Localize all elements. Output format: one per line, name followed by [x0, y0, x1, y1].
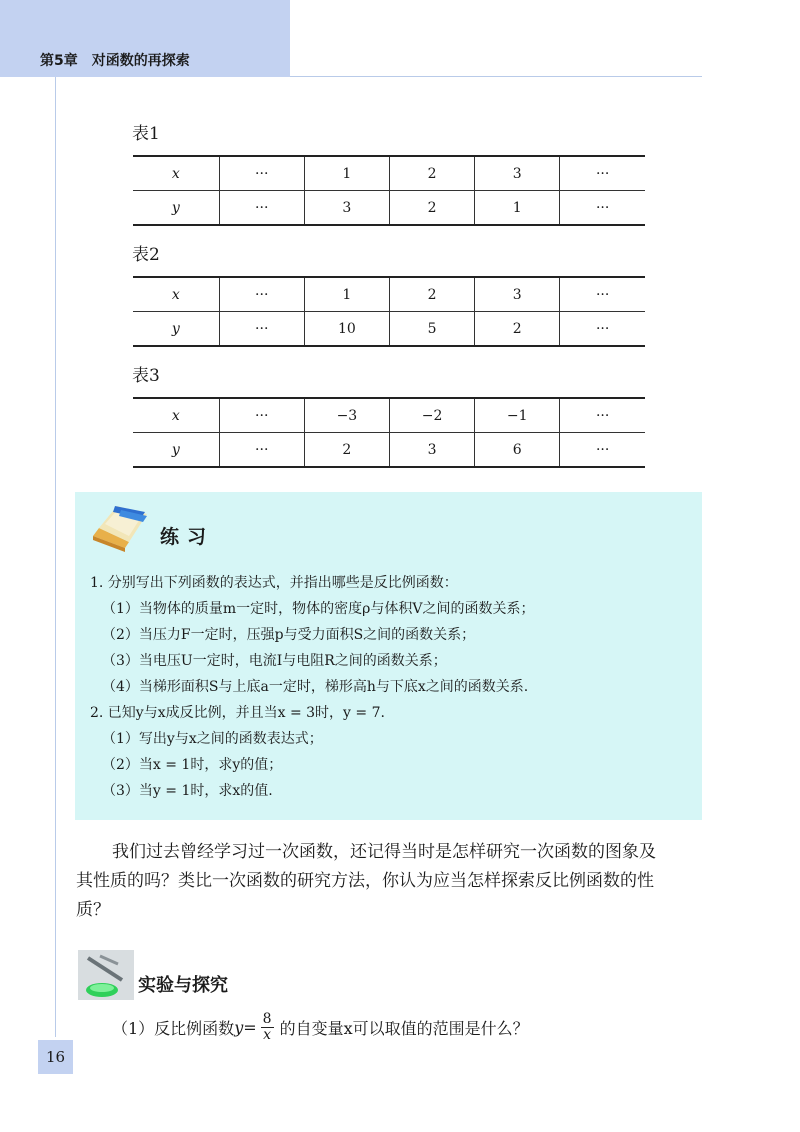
exercise-line: （1）写出y与x之间的函数表达式；: [102, 731, 323, 747]
table-cell: ···: [560, 277, 645, 312]
table-cell: y: [133, 312, 219, 347]
fraction-denominator: x: [263, 1027, 272, 1043]
question-suffix: 的自变量x可以取值的范围是什么？: [279, 1019, 529, 1038]
table-cell: 5: [389, 312, 474, 347]
table-cell: 2: [389, 156, 474, 191]
fraction: [261, 1012, 274, 1043]
exercise-line: （1）当物体的质量m一定时，物体的密度ρ与体积V之间的函数关系；: [102, 601, 535, 617]
chapter-header: [0, 0, 290, 77]
margin-rule: [55, 77, 56, 1037]
table-1: [133, 155, 645, 226]
table-cell: 2: [389, 191, 474, 226]
table-cell: 3: [475, 156, 560, 191]
table-cell: ···: [560, 312, 645, 347]
table-cell: ···: [219, 191, 304, 226]
table-1-title: 表1: [132, 124, 160, 144]
exercise-line: （3）当电压U一定时，电流I与电阻R之间的函数关系；: [102, 653, 447, 669]
table-cell: ···: [560, 433, 645, 468]
table-2-title: 表2: [132, 245, 160, 265]
table-cell: −1: [475, 398, 560, 433]
table-cell: ···: [560, 191, 645, 226]
exercise-book-icon: [85, 502, 157, 558]
table-cell: ···: [219, 398, 304, 433]
exercise-line: （2）当压力F一定时，压强p与受力面积S之间的函数关系；: [102, 627, 476, 643]
fraction-numerator: 8: [262, 1011, 272, 1027]
table-cell: 2: [389, 277, 474, 312]
table-cell: 3: [475, 277, 560, 312]
table-cell: 2: [475, 312, 560, 347]
exercise-line: 2. 已知y与x成反比例，并且当x = 3时，y = 7.: [90, 705, 385, 721]
table-cell: 2: [304, 433, 389, 468]
exercise-box: [75, 492, 702, 820]
table-cell: ···: [219, 433, 304, 468]
table-cell: ···: [219, 277, 304, 312]
table-row: [133, 398, 645, 433]
paragraph-line: 其性质的吗？类比一次函数的研究方法，你认为应当怎样探索反比例函数的性: [76, 871, 654, 891]
table-cell: 1: [304, 156, 389, 191]
table-row: [133, 191, 645, 226]
experiment-question: [112, 1012, 529, 1043]
table-cell: −2: [389, 398, 474, 433]
body-paragraph: [76, 838, 706, 925]
exercise-line: （4）当梯形面积S与上底a一定时，梯形高h与下底x之间的函数关系.: [102, 679, 529, 695]
table-cell: 1: [304, 277, 389, 312]
table-cell: ···: [219, 312, 304, 347]
paragraph-line: 质？: [76, 900, 110, 920]
question-equals: =: [243, 1018, 257, 1037]
experiment-heading: 实验与探究: [138, 975, 228, 996]
table-cell: x: [133, 156, 219, 191]
table-2: [133, 276, 645, 347]
table-3-title: 表3: [132, 366, 160, 386]
exercise-line: 1. 分别写出下列函数的表达式，并指出哪些是反比例函数：: [90, 575, 458, 591]
table-cell: ···: [560, 398, 645, 433]
table-row: [133, 277, 645, 312]
table-cell: x: [133, 277, 219, 312]
table-cell: y: [133, 191, 219, 226]
table-cell: 3: [389, 433, 474, 468]
table-cell: ···: [219, 156, 304, 191]
exercise-line: （2）当x = 1时，求y的值；: [102, 757, 283, 773]
experiment-icon: [78, 950, 134, 1000]
question-variable: y: [234, 1018, 244, 1037]
page-number: 16: [38, 1040, 73, 1074]
table-cell: −3: [304, 398, 389, 433]
table-row: [133, 312, 645, 347]
table-row: [133, 433, 645, 468]
header-rule: [290, 76, 702, 77]
exercise-line: （3）当y = 1时，求x的值.: [102, 783, 273, 799]
table-cell: x: [133, 398, 219, 433]
table-row: [133, 156, 645, 191]
table-cell: 10: [304, 312, 389, 347]
table-3: [133, 397, 645, 468]
exercise-heading: 练习: [160, 526, 215, 548]
table-cell: 6: [475, 433, 560, 468]
table-cell: y: [133, 433, 219, 468]
table-cell: ···: [560, 156, 645, 191]
table-cell: 3: [304, 191, 389, 226]
chapter-title: 第5章 对函数的再探索: [40, 53, 190, 69]
question-prefix: （1）反比例函数: [112, 1019, 235, 1038]
paragraph-line: 我们过去曾经学习过一次函数，还记得当时是怎样研究一次函数的图象及: [112, 842, 656, 862]
table-cell: 1: [475, 191, 560, 226]
